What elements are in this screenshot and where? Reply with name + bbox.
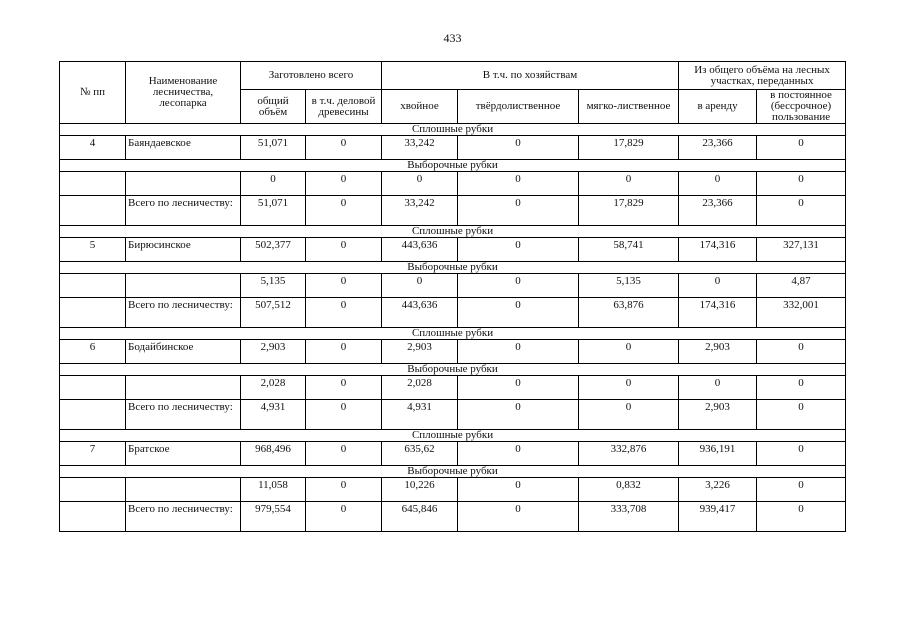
row-number: 6 <box>60 340 126 364</box>
table-row <box>60 136 846 160</box>
value-cell: 333,708 <box>579 502 679 532</box>
row-number <box>60 400 126 430</box>
value-cell: 979,554 <box>241 502 306 532</box>
forestry-name: Всего по лесничеству: <box>126 400 241 430</box>
table-row <box>60 442 846 466</box>
forestry-name: Бирюсинское <box>126 238 241 262</box>
value-cell: 2,903 <box>382 340 458 364</box>
header-by-farms: В т.ч. по хозяйствам <box>382 62 679 90</box>
value-cell: 0 <box>306 376 382 400</box>
value-cell: 23,366 <box>679 196 757 226</box>
value-cell: 63,876 <box>579 298 679 328</box>
value-cell: 51,071 <box>241 136 306 160</box>
table-row <box>60 238 846 262</box>
value-cell: 0 <box>579 400 679 430</box>
value-cell: 0 <box>458 340 579 364</box>
value-cell: 0 <box>382 274 458 298</box>
value-cell: 936,191 <box>679 442 757 466</box>
value-cell: 33,242 <box>382 196 458 226</box>
value-cell: 4,931 <box>382 400 458 430</box>
value-cell: 5,135 <box>241 274 306 298</box>
value-cell: 2,903 <box>679 400 757 430</box>
value-cell: 0 <box>579 376 679 400</box>
value-cell: 11,058 <box>241 478 306 502</box>
section-label: Сплошные рубки <box>60 328 846 340</box>
value-cell: 0 <box>306 400 382 430</box>
section-label: Выборочные рубки <box>60 466 846 478</box>
value-cell: 0 <box>382 172 458 196</box>
value-cell: 2,903 <box>241 340 306 364</box>
value-cell: 0 <box>458 172 579 196</box>
value-cell: 2,903 <box>679 340 757 364</box>
value-cell: 0 <box>757 502 846 532</box>
value-cell: 502,377 <box>241 238 306 262</box>
total-row <box>60 400 846 430</box>
forestry-name <box>126 376 241 400</box>
value-cell: 0 <box>757 172 846 196</box>
header-total-volume: общий объём <box>241 90 306 124</box>
value-cell: 0 <box>757 478 846 502</box>
value-cell: 507,512 <box>241 298 306 328</box>
row-number: 4 <box>60 136 126 160</box>
forestry-name: Бодайбинское <box>126 340 241 364</box>
section-row <box>60 262 846 274</box>
header-permanent-use: в постоянное (бессрочное) пользование <box>757 90 846 124</box>
value-cell: 0 <box>458 136 579 160</box>
value-cell: 0 <box>458 478 579 502</box>
value-cell: 0 <box>679 172 757 196</box>
forestry-name <box>126 172 241 196</box>
section-row <box>60 226 846 238</box>
value-cell: 10,226 <box>382 478 458 502</box>
header-name: Наименование лесничества, лесопарка <box>126 62 241 124</box>
section-row <box>60 160 846 172</box>
forestry-name <box>126 274 241 298</box>
row-number: 7 <box>60 442 126 466</box>
section-label: Сплошные рубки <box>60 430 846 442</box>
table-row <box>60 478 846 502</box>
table-body <box>60 124 846 532</box>
value-cell: 0 <box>306 238 382 262</box>
value-cell: 0 <box>306 196 382 226</box>
value-cell: 0 <box>757 196 846 226</box>
total-row <box>60 298 846 328</box>
row-number <box>60 502 126 532</box>
value-cell: 0 <box>757 136 846 160</box>
value-cell: 33,242 <box>382 136 458 160</box>
value-cell: 4,87 <box>757 274 846 298</box>
value-cell: 0 <box>458 298 579 328</box>
value-cell: 939,417 <box>679 502 757 532</box>
value-cell: 4,931 <box>241 400 306 430</box>
value-cell: 0 <box>757 442 846 466</box>
value-cell: 0 <box>458 442 579 466</box>
value-cell: 0 <box>306 136 382 160</box>
value-cell: 645,846 <box>382 502 458 532</box>
header-harvested-total: Заготовлено всего <box>241 62 382 90</box>
header-softwood: мягко-лиственное <box>579 90 679 124</box>
value-cell: 0 <box>579 172 679 196</box>
forestry-name: Всего по лесничеству: <box>126 298 241 328</box>
section-row <box>60 466 846 478</box>
value-cell: 968,496 <box>241 442 306 466</box>
value-cell: 0 <box>458 400 579 430</box>
row-number <box>60 172 126 196</box>
section-row <box>60 124 846 136</box>
value-cell: 0 <box>306 298 382 328</box>
header-business-wood: в т.ч. деловой древесины <box>306 90 382 124</box>
forestry-name: Братское <box>126 442 241 466</box>
section-label: Выборочные рубки <box>60 262 846 274</box>
value-cell: 635,62 <box>382 442 458 466</box>
total-row <box>60 502 846 532</box>
value-cell: 443,636 <box>382 238 458 262</box>
forestry-name: Баяндаевское <box>126 136 241 160</box>
value-cell: 0 <box>241 172 306 196</box>
value-cell: 17,829 <box>579 136 679 160</box>
value-cell: 2,028 <box>382 376 458 400</box>
row-number <box>60 376 126 400</box>
value-cell: 0 <box>306 442 382 466</box>
value-cell: 17,829 <box>579 196 679 226</box>
value-cell: 0,832 <box>579 478 679 502</box>
value-cell: 0 <box>679 376 757 400</box>
value-cell: 174,316 <box>679 298 757 328</box>
table-row <box>60 340 846 364</box>
value-cell: 0 <box>458 196 579 226</box>
value-cell: 327,131 <box>757 238 846 262</box>
value-cell: 0 <box>458 376 579 400</box>
section-row <box>60 328 846 340</box>
value-cell: 23,366 <box>679 136 757 160</box>
forestry-name: Всего по лесничеству: <box>126 196 241 226</box>
value-cell: 0 <box>306 502 382 532</box>
value-cell: 2,028 <box>241 376 306 400</box>
row-number <box>60 478 126 502</box>
value-cell: 0 <box>579 340 679 364</box>
section-row <box>60 364 846 376</box>
row-number <box>60 298 126 328</box>
forestry-name <box>126 478 241 502</box>
value-cell: 0 <box>458 502 579 532</box>
value-cell: 0 <box>306 478 382 502</box>
forestry-name: Всего по лесничеству: <box>126 502 241 532</box>
section-label: Выборочные рубки <box>60 364 846 376</box>
page-number: 433 <box>443 31 462 45</box>
header-coniferous: хвойное <box>382 90 458 124</box>
header-num: № пп <box>60 62 126 124</box>
value-cell: 0 <box>306 172 382 196</box>
value-cell: 51,071 <box>241 196 306 226</box>
table-row <box>60 172 846 196</box>
table-row <box>60 376 846 400</box>
value-cell: 0 <box>306 340 382 364</box>
section-label: Выборочные рубки <box>60 160 846 172</box>
header-hardwood: твёрдолиственное <box>458 90 579 124</box>
value-cell: 5,135 <box>579 274 679 298</box>
section-label: Сплошные рубки <box>60 226 846 238</box>
value-cell: 0 <box>458 274 579 298</box>
value-cell: 443,636 <box>382 298 458 328</box>
value-cell: 0 <box>757 376 846 400</box>
row-number: 5 <box>60 238 126 262</box>
value-cell: 0 <box>757 400 846 430</box>
row-number <box>60 274 126 298</box>
value-cell: 58,741 <box>579 238 679 262</box>
table-row <box>60 274 846 298</box>
forestry-harvest-table <box>59 61 846 532</box>
section-label: Сплошные рубки <box>60 124 846 136</box>
value-cell: 332,876 <box>579 442 679 466</box>
section-row <box>60 430 846 442</box>
row-number <box>60 196 126 226</box>
value-cell: 0 <box>306 274 382 298</box>
value-cell: 0 <box>458 238 579 262</box>
value-cell: 3,226 <box>679 478 757 502</box>
total-row <box>60 196 846 226</box>
value-cell: 0 <box>679 274 757 298</box>
value-cell: 174,316 <box>679 238 757 262</box>
header-lease: в аренду <box>679 90 757 124</box>
value-cell: 332,001 <box>757 298 846 328</box>
value-cell: 0 <box>757 340 846 364</box>
header-from-total: Из общего объёма на лесных участках, переданных <box>679 62 846 90</box>
